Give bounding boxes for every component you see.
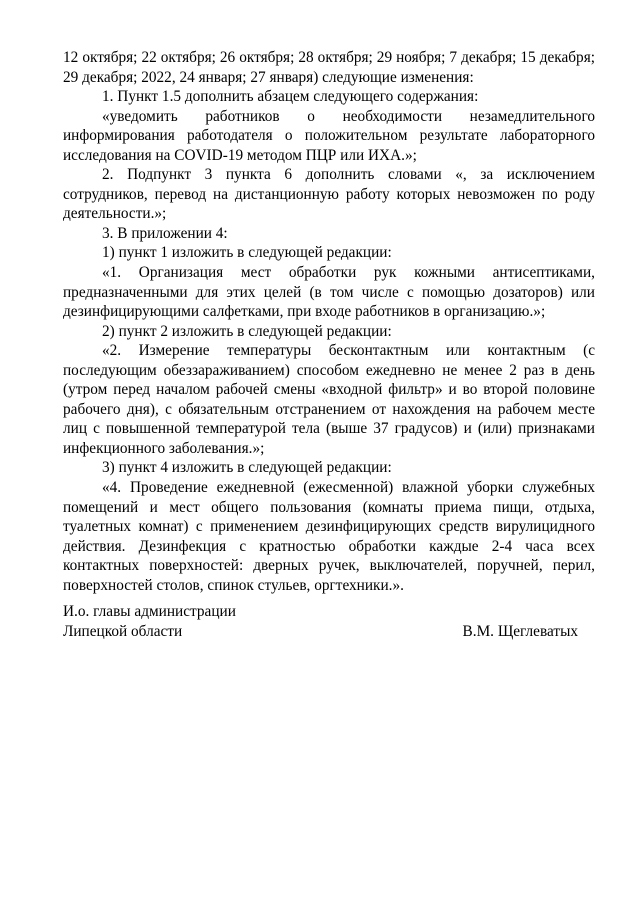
paragraph-item-1-text: «уведомить работников о необходимости незамедлительного информирования работодателя о положительном результате лабораторного исследования на COVID-19 методом ПЦР или ИХА.»; (63, 107, 595, 164)
paragraph-item-2: 2. Подпункт 3 пункта 6 дополнить словами «, за исключением сотрудников, перевод на дистанционную работу которых невозможен по роду деятельности.»; (63, 166, 595, 223)
paragraph-subitem-1-text: «1. Организация мест обработки рук кожными антисептиками, предназначенными для этих целей (в том числе с помощью дозаторов) или дезинфицирующими салфетками, при входе работников в организацию.»; (63, 264, 595, 321)
document-body (63, 48, 595, 595)
paragraph-subitem-1: 1) пункт 1 изложить в следующей редакции: (102, 244, 392, 262)
signature-block (63, 602, 595, 641)
paragraph-subitem-2-text: «2. Измерение температуры бесконтактным или контактным (с последующим обеззараживанием) способом ежедневно не менее 2 раз в день (утром перед началом рабочей смены «входной фильтр» и во второй половине рабочего дня), с обязательным отстранением от нахождения на рабочем месте лиц с повышенной температурой тела (выше 37 градусов) и (или) признаками инфекционного заболевания.»; (63, 342, 595, 457)
paragraph-subitem-3: 3) пункт 4 изложить в следующей редакции: (102, 459, 392, 477)
paragraph-amended-dates: 12 октября; 22 октября; 26 октября; 28 октября; 29 ноября; 7 декабря; 15 декабря; 29 декабря; 2022, 24 января; 27 января) следующие изменения: (63, 49, 595, 86)
signature-line-2 (63, 622, 595, 642)
paragraph-item-3: 3. В приложении 4: (102, 224, 228, 242)
signatory-name: В.М. Щеглеватых (462, 622, 578, 640)
paragraph-subitem-3-text: «4. Проведение ежедневной (ежесменной) влажной уборки служебных помещений и мест общего пользования (комнаты приема пищи, отдыха, туалетных комнат) с применением дезинфицирующих средств вирулицидного действия. Дезинфекция с кратностью обработки каждые 2-4 часа всех контактных поверхностей: дверных ручек, выключателей, поручней, перил, поверхностей столов, спинок стульев, оргтехники.». (63, 479, 595, 594)
signatory-region: Липецкой области (63, 622, 183, 640)
paragraph-item-1: 1. Пункт 1.5 дополнить абзацем следующего содержания: (102, 88, 479, 106)
signature-line-1 (63, 602, 595, 622)
paragraph-subitem-2: 2) пункт 2 изложить в следующей редакции: (102, 322, 392, 340)
signatory-position: И.о. главы администрации (63, 603, 236, 620)
